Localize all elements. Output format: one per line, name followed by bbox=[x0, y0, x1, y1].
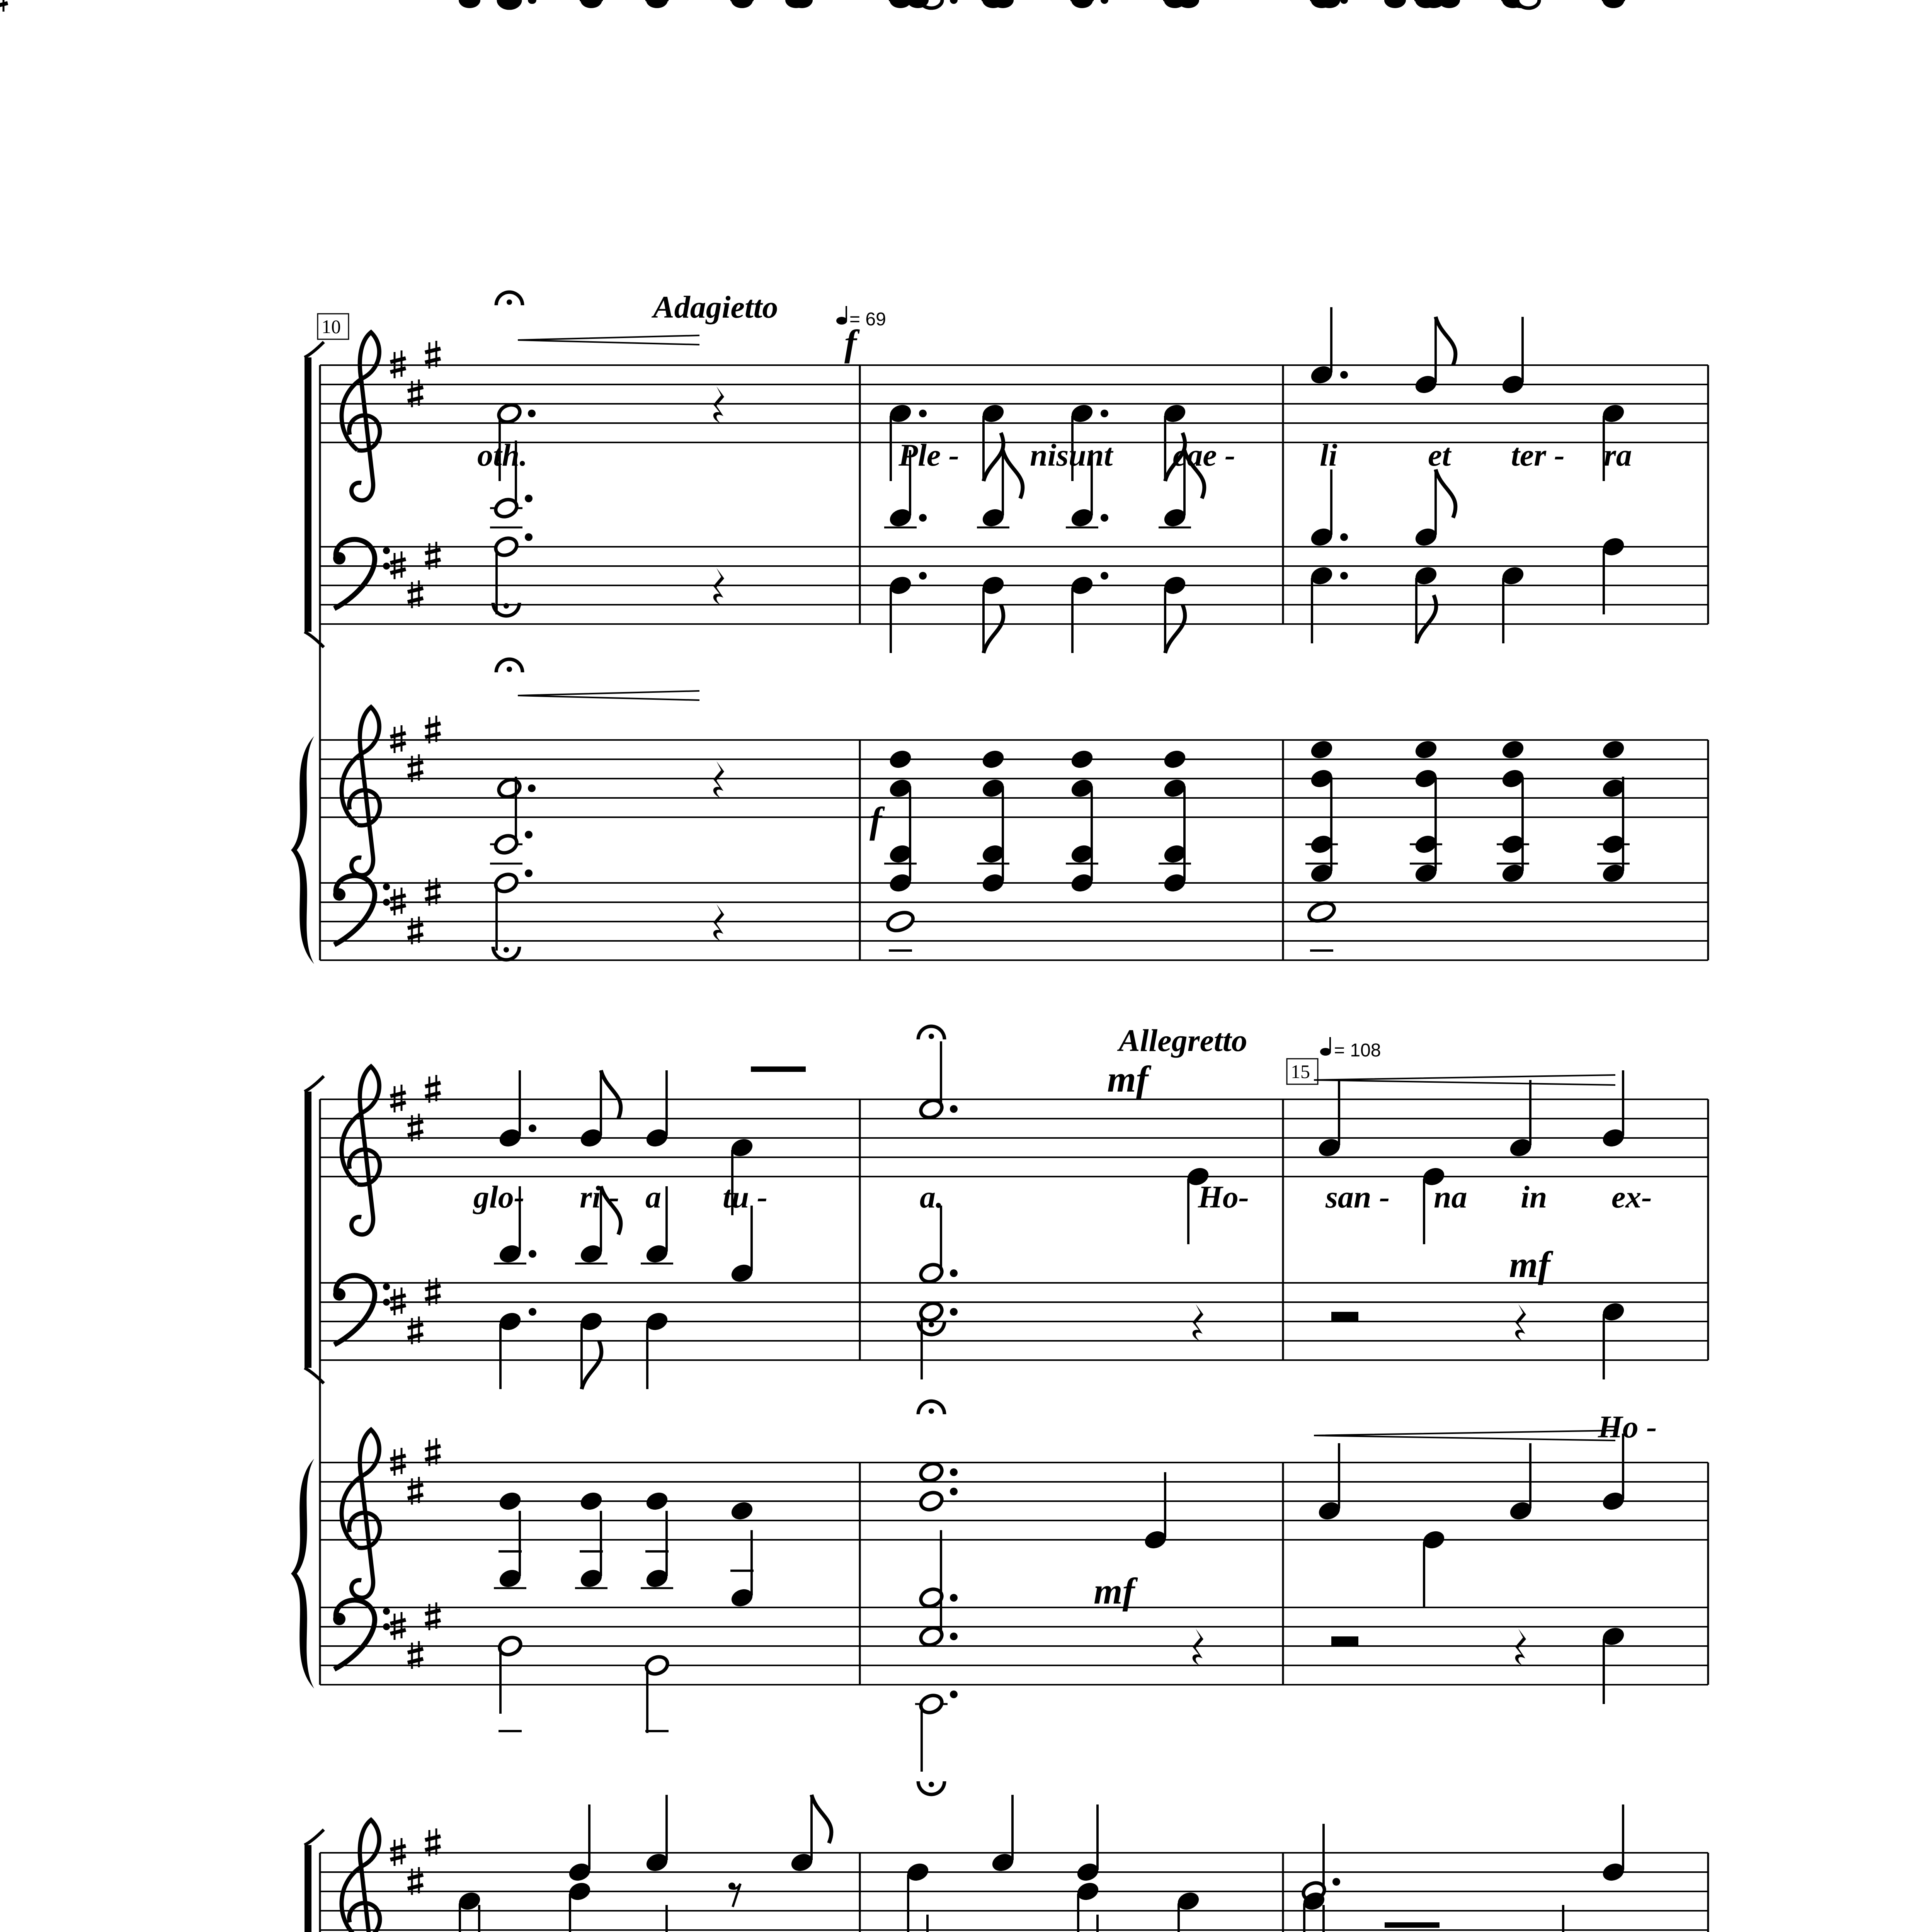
half-rest bbox=[1331, 1312, 1358, 1321]
bass-clef-icon bbox=[333, 1276, 390, 1345]
lyric: na bbox=[1434, 1179, 1467, 1214]
lyric: san - bbox=[1326, 1179, 1390, 1214]
bracket-hook bbox=[305, 1830, 324, 1845]
choir-bracket bbox=[305, 1845, 311, 1932]
augmentation-dot bbox=[950, 0, 958, 4]
metronome-note-icon bbox=[1320, 1048, 1331, 1056]
notehead bbox=[1069, 748, 1095, 771]
lyric: nisunt bbox=[1030, 437, 1113, 473]
augmentation-dot bbox=[950, 1488, 958, 1495]
dynamic-f-voice: f bbox=[844, 322, 857, 364]
lyric: ex- bbox=[1611, 1179, 1652, 1214]
eighth-rest-icon bbox=[728, 1883, 740, 1907]
crescendo-hairpin bbox=[1314, 1430, 1615, 1440]
note-flag bbox=[582, 1341, 601, 1389]
tempo-adagietto: Adagietto bbox=[653, 289, 778, 325]
notehead bbox=[1384, 0, 1406, 8]
note-flag bbox=[1003, 450, 1023, 498]
lyrics-system-2 bbox=[473, 1179, 1657, 1444]
augmentation-dot bbox=[1101, 514, 1108, 522]
notehead bbox=[1603, 0, 1624, 8]
lyric: et bbox=[1428, 437, 1451, 473]
fermata-icon bbox=[496, 292, 522, 305]
note-flag bbox=[1436, 469, 1455, 518]
decrescendo-hairpin bbox=[518, 335, 699, 345]
notehead bbox=[887, 748, 914, 771]
tempo-allegretto: Allegretto bbox=[1119, 1023, 1247, 1058]
sharp-icon bbox=[0, 0, 8, 13]
dynamic-mf-soprano: mf bbox=[1107, 1058, 1149, 1100]
notehead bbox=[578, 1490, 604, 1513]
augmentation-dot bbox=[950, 1690, 958, 1698]
bass-clef-icon bbox=[333, 539, 390, 609]
quarter-rest-icon bbox=[713, 761, 724, 798]
augmentation-dot bbox=[1101, 410, 1108, 417]
note-flag bbox=[601, 1070, 621, 1119]
notehead bbox=[459, 0, 480, 8]
fermata-icon bbox=[918, 1401, 944, 1414]
note-flag bbox=[1436, 317, 1455, 365]
half-rest bbox=[1331, 1636, 1358, 1646]
piano-brace bbox=[291, 736, 314, 964]
augmentation-dot bbox=[528, 784, 536, 792]
augmentation-dot bbox=[529, 1250, 536, 1258]
measure-number-15: 15 bbox=[1291, 1061, 1310, 1082]
augmentation-dot bbox=[1101, 572, 1108, 580]
treble-clef-icon bbox=[342, 707, 380, 875]
treble-clef-icon bbox=[342, 1066, 380, 1235]
augmentation-dot bbox=[528, 410, 536, 417]
augmentation-dot bbox=[1340, 533, 1348, 541]
lyric: glo- bbox=[473, 1179, 525, 1214]
lyric: ra bbox=[1604, 437, 1632, 473]
notehead bbox=[1071, 0, 1093, 8]
extras bbox=[493, 292, 1615, 1932]
augmentation-dot bbox=[950, 1468, 958, 1476]
notehead bbox=[644, 1490, 670, 1513]
notehead bbox=[729, 1499, 755, 1522]
notehead bbox=[646, 0, 668, 8]
notehead bbox=[1438, 0, 1460, 8]
augmentation-dot bbox=[525, 869, 533, 877]
note-flag bbox=[1165, 605, 1185, 653]
notehead bbox=[918, 1490, 944, 1513]
augmentation-dot bbox=[525, 495, 533, 502]
lyric: in bbox=[1521, 1179, 1547, 1214]
note-flag bbox=[812, 1795, 831, 1843]
fermata-icon bbox=[918, 1026, 944, 1039]
bass-clef-icon bbox=[333, 876, 390, 945]
choir-bracket bbox=[305, 357, 311, 632]
lyric: li bbox=[1320, 437, 1337, 473]
notehead bbox=[496, 777, 522, 800]
lyric: Ho - bbox=[1598, 1409, 1657, 1444]
fermata-icon bbox=[496, 659, 522, 672]
augmentation-dot bbox=[525, 533, 533, 541]
augmentation-dot bbox=[529, 1124, 536, 1132]
dynamic-mf-bass: mf bbox=[1509, 1244, 1550, 1285]
lyric: ri - bbox=[580, 1179, 619, 1214]
bracket-hook bbox=[305, 342, 324, 357]
treble-clef-icon bbox=[342, 332, 380, 500]
fermata-icon bbox=[918, 1781, 944, 1794]
note-flag bbox=[1416, 595, 1436, 643]
metronome-69: = 69 bbox=[849, 309, 886, 330]
notehead bbox=[1500, 738, 1526, 761]
treble-clef-icon bbox=[342, 1820, 380, 1932]
bass-clef-icon bbox=[333, 1600, 390, 1669]
choir-bracket bbox=[305, 1092, 311, 1368]
decrescendo-hairpin bbox=[518, 691, 699, 700]
augmentation-dot bbox=[919, 410, 927, 417]
notehead bbox=[1309, 738, 1335, 761]
crescendo-hairpin bbox=[1314, 1075, 1615, 1085]
lyric: a bbox=[645, 1179, 661, 1214]
notehead bbox=[497, 1490, 523, 1513]
lyric: ter - bbox=[1511, 437, 1565, 473]
augmentation-dot bbox=[919, 572, 927, 580]
augmentation-dot bbox=[919, 514, 927, 522]
metronome-108: = 108 bbox=[1334, 1040, 1381, 1061]
augmentation-dot bbox=[1340, 572, 1348, 580]
quarter-rest-icon bbox=[1515, 1629, 1526, 1665]
dynamic-mf-piano: mf bbox=[1094, 1570, 1135, 1612]
note-flag bbox=[984, 433, 1003, 481]
notehead bbox=[885, 909, 916, 934]
notehead bbox=[1178, 0, 1199, 8]
augmentation-dot bbox=[1332, 1878, 1340, 1886]
notehead bbox=[580, 0, 602, 8]
quarter-rest-icon bbox=[713, 904, 724, 941]
quarter-rest-icon bbox=[1193, 1629, 1203, 1665]
dynamic-f-piano: f bbox=[870, 799, 882, 841]
notehead bbox=[1518, 0, 1539, 8]
quarter-rest-icon bbox=[1193, 1304, 1203, 1341]
note-flag bbox=[984, 605, 1003, 653]
notehead bbox=[1600, 738, 1627, 761]
augmentation-dot bbox=[525, 831, 533, 838]
quarter-rest-icon bbox=[713, 568, 724, 605]
augmentation-dot bbox=[950, 1105, 958, 1113]
notehead bbox=[731, 0, 753, 8]
lyric: cae - bbox=[1173, 437, 1235, 473]
augmentation-dot bbox=[950, 1308, 958, 1316]
notehead bbox=[980, 748, 1006, 771]
notehead bbox=[918, 1461, 944, 1484]
lyric: tu - bbox=[723, 1179, 768, 1214]
lyric: Ho- bbox=[1198, 1179, 1249, 1214]
augmentation-dot bbox=[1340, 371, 1348, 379]
treble-clef-icon bbox=[342, 1430, 380, 1598]
beam bbox=[751, 1066, 806, 1072]
quarter-rest-icon bbox=[713, 386, 724, 423]
notehead bbox=[1307, 900, 1337, 924]
bracket-hook bbox=[305, 1076, 324, 1092]
augmentation-dot bbox=[529, 1308, 536, 1316]
augmentation-dot bbox=[1340, 0, 1348, 4]
augmentation-dot bbox=[950, 1269, 958, 1277]
quarter-rest-icon bbox=[1515, 1304, 1526, 1341]
lyric: Ple - bbox=[898, 437, 960, 473]
measure-number-10: 10 bbox=[322, 316, 341, 337]
staves bbox=[291, 332, 1708, 1932]
lyric: oth. bbox=[477, 437, 527, 473]
piano-brace bbox=[291, 1459, 314, 1689]
lyric: a. bbox=[920, 1179, 944, 1214]
augmentation-dot bbox=[1101, 0, 1108, 4]
notehead bbox=[1413, 738, 1439, 761]
notehead bbox=[1162, 748, 1188, 771]
augmentation-dot bbox=[950, 1633, 958, 1640]
beam bbox=[1385, 1922, 1440, 1928]
augmentation-dot bbox=[950, 1594, 958, 1602]
